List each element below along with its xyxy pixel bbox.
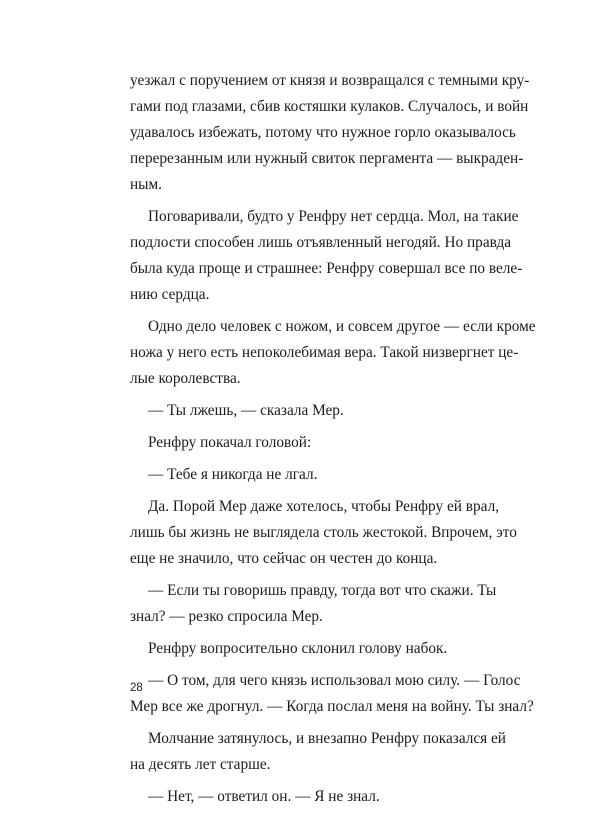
- text-line: — Ты лжешь, — сказала Мер.: [148, 402, 344, 419]
- paragraph: [130, 636, 474, 662]
- text-line: на десять лет старше.: [130, 756, 271, 773]
- text-line: Да. Порой Мер даже хотелось, чтобы Ренфру ей врал,: [148, 498, 500, 515]
- text-line: Ренфру покачал головой:: [148, 434, 312, 451]
- text-line: — Если ты говоришь правду, тогда вот что скажи. Ты: [148, 582, 497, 599]
- text-line: нию сердца.: [130, 286, 210, 303]
- page-number: 28: [130, 682, 143, 694]
- paragraph: [130, 314, 536, 392]
- paragraph: [130, 726, 506, 778]
- dialogue-line: [130, 668, 534, 720]
- text-line: Одно дело человек с ножом, и совсем другое — если кроме: [148, 318, 536, 335]
- paragraph: [130, 430, 474, 456]
- text-line: была куда проще и страшнее: Ренфру совершал все по веле-: [130, 260, 523, 277]
- text-line: — Тебе я никогда не лгал.: [148, 466, 318, 483]
- text-line: знал? — резко спросила Мер.: [130, 608, 323, 625]
- text-line: Молчание затянулось, и внезапно Ренфру показался ей: [148, 730, 506, 747]
- body-text: [130, 68, 536, 816]
- text-line: еще не значило, что сейчас он честен до конца.: [130, 550, 438, 567]
- dialogue-line: [130, 784, 474, 810]
- text-line: Мер все же дрогнул. — Когда послал меня на войну. Ты знал?: [130, 698, 534, 715]
- text-line: лые королевства.: [130, 370, 241, 387]
- paragraph: [130, 68, 530, 198]
- text-line: гами под глазами, сбив костяшки кулаков. Случалось, и войн: [130, 98, 529, 115]
- text-line: Ренфру вопросительно склонил голову набок.: [148, 640, 448, 657]
- text-line: уезжал с поручением от князя и возвращался с темными кру-: [130, 72, 530, 89]
- text-line: — О том, для чего князь использовал мою силу. — Голос: [148, 672, 521, 689]
- paragraph: [130, 494, 517, 572]
- text-line: удавалось избежать, потому что нужное горло оказывалось: [130, 124, 516, 141]
- text-line: ножа у него есть непоколебимая вера. Такой низвергнет це-: [130, 344, 519, 361]
- paragraph: [130, 204, 523, 308]
- text-line: — Нет, — ответил он. — Я не знал.: [148, 788, 380, 805]
- text-line: Поговаривали, будто у Ренфру нет сердца. Мол, на такие: [148, 208, 519, 225]
- text-line: перерезанным или нужный свиток пергамента — выкраден-: [130, 150, 524, 167]
- text-line: лишь бы жизнь не выглядела столь жестокой. Впрочем, это: [130, 524, 517, 541]
- text-line: ным.: [130, 176, 162, 193]
- dialogue-line: [130, 462, 474, 488]
- dialogue-line: [130, 398, 474, 424]
- text-line: подлости способен лишь отъявленный негодяй. Но правда: [130, 234, 512, 251]
- dialogue-line: [130, 578, 497, 630]
